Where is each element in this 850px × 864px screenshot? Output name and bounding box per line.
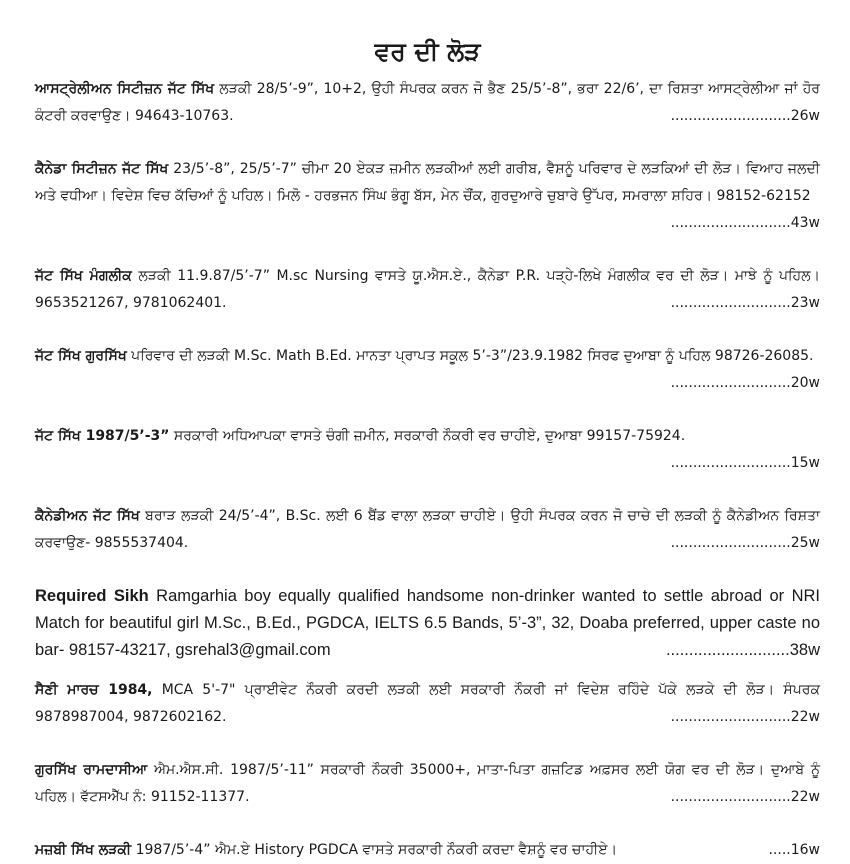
ad-4-ref: ...........................20w — [670, 375, 820, 391]
ad-4-text — [35, 343, 820, 391]
ad-2-lead: ਕੈਨੇਡਾ ਸਿਟੀਜ਼ਨ ਜੱਟ ਸਿੱਖ — [35, 161, 169, 177]
ad-6-body: ਬਰਾੜ ਲੜਕੀ 24/5’-4”, B.Sc. ਲਈ 6 ਬੈਂਡ ਵਾਲਾ ਲੜਕਾ ਚਾਹੀਏ। ਉਹੀ ਸੰਪਰਕ ਕਰਨ ਜੋ ਚਾਚੇ ਦੀ ਲੜਕੀ ਨੂੰ ਕੈਨੇਡੀਅਨ ਰਿਸ਼ਤਾ ਕਰਵਾਉਣ- 9855537404. — [35, 508, 820, 551]
ad-8-text — [35, 677, 820, 731]
ad-9-body: ਐਮ.ਐਸ.ਸੀ. 1987/5’-11” ਸਰਕਾਰੀ ਨੌਕਰੀ 35000+, ਮਾਤਾ-ਪਿਤਾ ਗਜ਼ਟਿਡ ਅਫ਼ਸਰ ਲਈ ਯੋਗ ਵਰ ਦੀ ਲੋੜ। ਦੁਆਬੇ ਨੂੰ ਪਹਿਲ। ਵੱਟਸਐੱਪ ਨੰ: 91152-11377. — [35, 762, 820, 805]
ad-3-body: ਲੜਕੀ 11.9.87/5’-7” M.sc Nursing ਵਾਸਤੇ ਯੂ.ਐਸ.ਏ., ਕੈਨੇਡਾ P.R. ਪੜ੍ਹੇ-ਲਿਖੇ ਮੰਗਲੀਕ ਵਰ ਦੀ ਲੋੜ। ਮਾਝੇ ਨੂੰ ਪਹਿਲ। 9653521267, 9781062401. — [35, 268, 820, 311]
ad-2 — [35, 156, 820, 237]
ad-7-ref: ...........................38w — [665, 641, 820, 659]
ad-8 — [35, 677, 820, 731]
ad-6-text — [35, 503, 820, 557]
ad-7-lead: Required Sikh — [35, 587, 149, 605]
ad-2-body: 23/5’-8”, 25/5’-7” ਚੀਮਾ 20 ਏਕੜ ਜ਼ਮੀਨ ਲੜਕੀਆਂ ਲਈ ਗਰੀਬ, ਵੈਸ਼ਨੂੰ ਪਰਿਵਾਰ ਦੇ ਲੜਕਿਆਂ ਦੀ ਲੋੜ। ਵਿਆਹ ਜਲਦੀ ਅਤੇ ਵਧੀਆ। ਵਿਦੇਸ਼ ਵਿਚ ਕੱਚਿਆਂ ਨੂੰ ਪਹਿਲ। ਮਿਲੋ - ਹਰਭਜਨ ਸਿੰਘ ਭੰਗੂ ਬੱਸ, ਮੇਨ ਚੌਂਕ, ਗੁਰਦੁਆਰੇ ਚੁਬਾਰੇ ਉੱਪਰ, ਸਮਰਾਲਾ ਸ਼ਹਿਰ। 98152-62152 — [35, 161, 821, 204]
ad-8-ref: ...........................22w — [670, 709, 820, 725]
ad-10-body: 1987/5’-4” ਐਮ.ਏ History PGDCA ਵਾਸਤੇ ਸਰਕਾਰੀ ਨੌਕਰੀ ਕਰਦਾ ਵੈਸ਼ਨੂੰ ਵਰ ਚਾਹੀਏ। — [131, 842, 618, 858]
ad-1-ref: ...........................26w — [670, 108, 820, 124]
ad-4 — [35, 343, 820, 397]
ad-1-text — [35, 76, 820, 130]
ads-list — [35, 76, 820, 864]
ad-2-ref: ...........................43w — [670, 215, 820, 231]
ad-7 — [35, 583, 820, 664]
ad-10-lead: ਮਜ਼ਬੀ ਸਿੱਖ ਲੜਕੀ — [35, 842, 132, 858]
ad-3-lead: ਜੱਟ ਸਿੱਖ ਮੰਗਲੀਕ — [35, 268, 132, 284]
ad-6-ref: ...........................25w — [670, 535, 820, 551]
ad-7-text — [35, 583, 820, 664]
ad-3-text — [35, 263, 820, 317]
ad-6-lead: ਕੈਨੇਡੀਅਨ ਜੱਟ ਸਿੱਖ — [35, 508, 140, 524]
ad-8-body: MCA 5'-7" ਪ੍ਰਾਈਵੇਟ ਨੌਕਰੀ ਕਰਦੀ ਲੜਕੀ ਲਈ ਸਰਕਾਰੀ ਨੌਕਰੀ ਜਾਂ ਵਿਦੇਸ਼ ਰਹਿੰਦੇ ਪੱਕੇ ਲੜਕੇ ਦੀ ਲੋੜ। ਸੰਪਰਕ 9878987004, 9872602162. — [35, 682, 820, 725]
ad-5-ref: ...........................15w — [670, 455, 820, 471]
ad-8-lead: ਸੈਣੀ ਮਾਰਚ 1984, — [35, 682, 153, 698]
ad-9-ref: ...........................22w — [670, 789, 820, 805]
ad-9-lead: ਗੁਰਸਿੱਖ ਰਾਮਦਾਸੀਆ — [35, 762, 148, 778]
ad-7-body: Ramgarhia boy equally qualified handsome non-drinker wanted to settle abroad or NRI Match for beautiful girl M.Sc., B.Ed., PGDCA, IELTS 6.5 Bands, 5’-3”, 32, Doaba preferred, upper caste no bar- 98157-43217, gsrehal3@gmail.com — [35, 587, 820, 659]
ad-4-body: ਪਰਿਵਾਰ ਦੀ ਲੜਕੀ M.Sc. Math B.Ed. ਮਾਨਤਾ ਪ੍ਰਾਪਤ ਸਕੂਲ 5’-3”/23.9.1982 ਸਿਰਫ ਦੁਆਬਾ ਨੂੰ ਪਹਿਲ 98726-26085. — [126, 348, 814, 364]
page-title: ਵਰ ਦੀ ਲੋੜ — [374, 37, 481, 66]
ad-3-ref: ...........................23w — [670, 295, 820, 311]
ad-1 — [35, 76, 820, 130]
ad-1-lead: ਆਸਟ੍ਰੇਲੀਅਨ ਸਿਟੀਜ਼ਨ ਜੱਟ ਸਿੱਖ — [35, 81, 215, 97]
ad-10-ref: .....16w — [768, 842, 820, 858]
ad-9 — [35, 757, 820, 811]
ad-9-text — [35, 757, 820, 811]
ad-5-text — [35, 423, 820, 450]
ad-10 — [35, 837, 820, 864]
ad-4-lead: ਜੱਟ ਸਿੱਖ ਗੁਰਸਿੱਖ — [35, 348, 127, 364]
ad-6 — [35, 503, 820, 557]
ad-5-body: ਸਰਕਾਰੀ ਅਧਿਆਪਕਾ ਵਾਸਤੇ ਚੰਗੀ ਜ਼ਮੀਨ, ਸਰਕਾਰੀ ਨੌਕਰੀ ਵਰ ਚਾਹੀਏ, ਦੁਆਬਾ 99157-75924. — [169, 428, 686, 444]
ad-3 — [35, 263, 820, 317]
ad-5-lead: ਜੱਟ ਸਿੱਖ 1987/5’-3” — [35, 428, 170, 444]
ad-5 — [35, 423, 820, 477]
ad-1-body: ਲੜਕੀ 28/5’-9”, 10+2, ਉਹੀ ਸੰਪਰਕ ਕਰਨ ਜੋ ਭੈਣ 25/5’-8”, ਭਰਾ 22/6’, ਦਾ ਰਿਸ਼ਤਾ ਆਸਟ੍ਰੇਲੀਆ ਜਾਂ ਹੋਰ ਕੰਟਰੀ ਕਰਵਾਉਣ। 94643-10763. — [35, 81, 820, 124]
ad-2-text — [35, 156, 821, 231]
ad-10-text — [35, 837, 820, 864]
